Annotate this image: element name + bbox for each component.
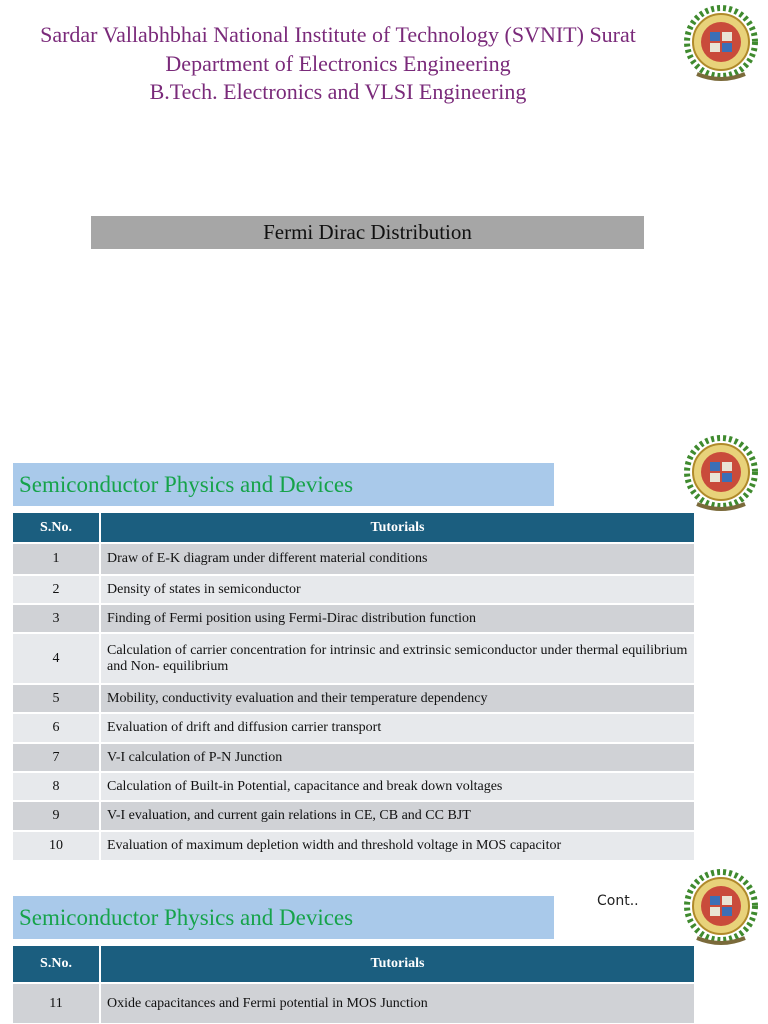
svnit-logo-emblem bbox=[679, 4, 763, 88]
continued-label: Cont.. bbox=[597, 893, 639, 909]
row-sno: 6 bbox=[13, 713, 100, 743]
column-header-tutorials: Tutorials bbox=[100, 946, 694, 983]
row-sno: 5 bbox=[13, 684, 100, 713]
section-banner: Semiconductor Physics and Devices bbox=[13, 896, 554, 939]
row-sno: 9 bbox=[13, 801, 100, 831]
row-tutorial: Draw of E-K diagram under different material conditions bbox=[100, 543, 694, 575]
tutorials-table bbox=[13, 513, 694, 860]
row-tutorial: V-I calculation of P-N Junction bbox=[100, 743, 694, 772]
tutorials-table-continued bbox=[13, 946, 694, 1023]
column-header-sno: S.No. bbox=[13, 513, 100, 543]
table-row bbox=[13, 772, 694, 801]
row-tutorial: Mobility, conductivity evaluation and their temperature dependency bbox=[100, 684, 694, 713]
row-tutorial: Oxide capacitances and Fermi potential in MOS Junction bbox=[100, 983, 694, 1023]
table-row bbox=[13, 543, 694, 575]
table-row bbox=[13, 604, 694, 633]
row-sno: 1 bbox=[13, 543, 100, 575]
table-row bbox=[13, 633, 694, 684]
table-row bbox=[13, 684, 694, 713]
section-banner: Semiconductor Physics and Devices bbox=[13, 463, 554, 506]
table-row bbox=[13, 713, 694, 743]
svnit-logo-emblem bbox=[679, 434, 763, 518]
svnit-logo-emblem bbox=[679, 868, 763, 952]
table-row bbox=[13, 801, 694, 831]
row-sno: 8 bbox=[13, 772, 100, 801]
table-row bbox=[13, 743, 694, 772]
row-tutorial: Evaluation of maximum depletion width and threshold voltage in MOS capacitor bbox=[100, 831, 694, 860]
row-tutorial: Evaluation of drift and diffusion carrier transport bbox=[100, 713, 694, 743]
column-header-tutorials: Tutorials bbox=[100, 513, 694, 543]
row-tutorial: Calculation of Built-in Potential, capacitance and break down voltages bbox=[100, 772, 694, 801]
column-header-sno: S.No. bbox=[13, 946, 100, 983]
institute-name: Sardar Vallabhbhai National Institute of Technology (SVNIT) Surat bbox=[40, 22, 636, 47]
table-row bbox=[13, 575, 694, 604]
row-sno: 10 bbox=[13, 831, 100, 860]
row-tutorial: Calculation of carrier concentration for intrinsic and extrinsic semiconductor under thermal equilibrium and Non- equilibrium bbox=[100, 633, 694, 684]
row-tutorial: V-I evaluation, and current gain relations in CE, CB and CC BJT bbox=[100, 801, 694, 831]
topic-title: Fermi Dirac Distribution bbox=[91, 216, 644, 249]
table-row bbox=[13, 831, 694, 860]
row-sno: 2 bbox=[13, 575, 100, 604]
row-sno: 7 bbox=[13, 743, 100, 772]
table-row bbox=[13, 983, 694, 1023]
row-tutorial: Density of states in semiconductor bbox=[100, 575, 694, 604]
row-tutorial: Finding of Fermi position using Fermi-Dirac distribution function bbox=[100, 604, 694, 633]
program-name: B.Tech. Electronics and VLSI Engineering bbox=[149, 79, 527, 104]
department-name: Department of Electronics Engineering bbox=[165, 51, 511, 76]
row-sno: 4 bbox=[13, 633, 100, 684]
row-sno: 3 bbox=[13, 604, 100, 633]
row-sno: 11 bbox=[13, 983, 100, 1023]
